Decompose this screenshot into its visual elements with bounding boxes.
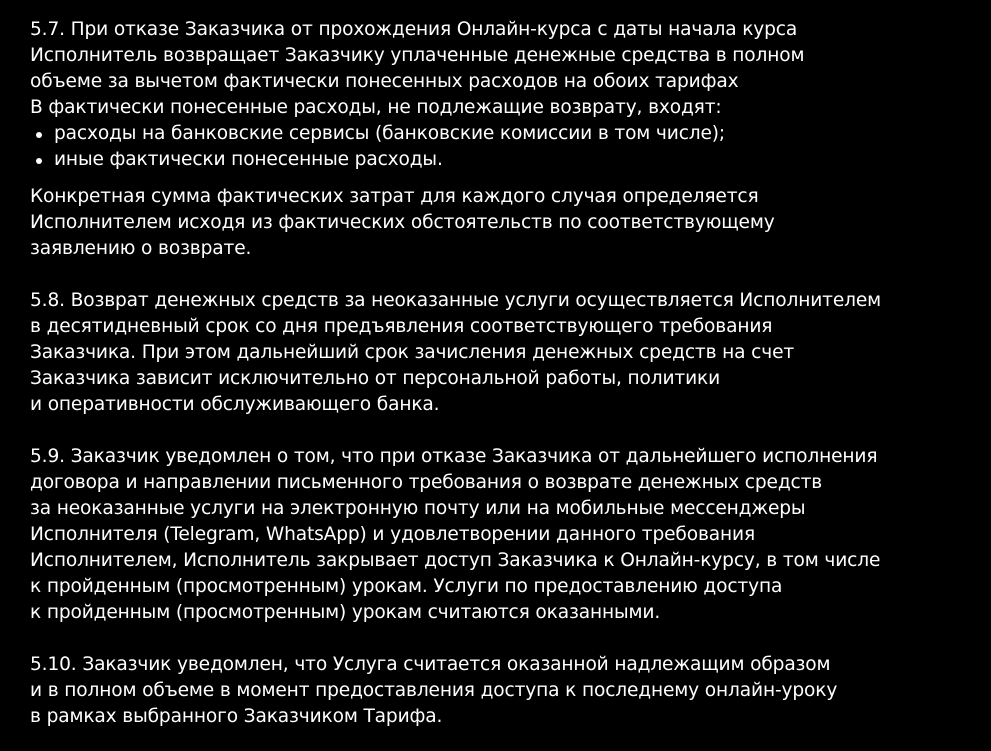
section-5-9-line: за неоказанные услуги на электронную почту или на мобильные мессенджеры xyxy=(30,498,806,519)
section-5-7-line: Исполнитель возвращает Заказчику уплаченные денежные средства в полном xyxy=(30,45,805,66)
terms-document xyxy=(30,17,985,730)
list-item xyxy=(30,147,985,173)
list-item-text: расходы на банковские сервисы (банковские комиссии в том числе); xyxy=(54,123,726,144)
section-5-9-line: Исполнителя (Telegram, WhatsApp) и удовлетворении данного требования xyxy=(30,524,755,545)
section-5-10 xyxy=(30,652,985,730)
section-5-9-line: Исполнителем, Исполнитель закрывает доступ Заказчика к Онлайн-курсу, в том числе xyxy=(30,550,881,571)
section-5-10-line: 5.10. Заказчик уведомлен, что Услуга считается оказанной надлежащим образом xyxy=(30,654,831,675)
section-5-10-line: и в полном объеме в момент предоставления доступа к последнему онлайн-уроку xyxy=(30,680,838,701)
list-item-text: иные фактически понесенные расходы. xyxy=(54,149,443,170)
section-5-9 xyxy=(30,444,985,626)
section-5-7-line: заявлению о возврате. xyxy=(30,238,252,259)
section-5-7 xyxy=(30,17,985,262)
section-5-7-line: Конкретная сумма фактических затрат для каждого случая определяется xyxy=(30,186,759,207)
section-5-8 xyxy=(30,288,985,418)
bullet-icon xyxy=(36,158,42,164)
section-5-8-line: в десятидневный срок со дня предъявления соответствующего требования xyxy=(30,316,773,337)
bullet-icon xyxy=(36,132,42,138)
section-5-8-line: и оперативности обслуживающего банка. xyxy=(30,394,440,415)
section-5-9-line: 5.9. Заказчик уведомлен о том, что при отказе Заказчика от дальнейшего исполнения xyxy=(30,446,878,467)
section-5-7-line: объеме за вычетом фактически понесенных расходов на обоих тарифах xyxy=(30,71,739,92)
section-5-7-line: В фактически понесенные расходы, не подлежащие возврату, входят: xyxy=(30,97,722,118)
section-5-9-line: к пройденным (просмотренным) урокам. Услуги по предоставлению доступа xyxy=(30,576,783,597)
section-5-9-line: к пройденным (просмотренным) урокам считаются оказанными. xyxy=(30,602,661,623)
section-5-8-line: 5.8. Возврат денежных средств за неоказанные услуги осуществляется Исполнителем xyxy=(30,290,882,311)
section-5-8-line: Заказчика зависит исключительно от персональной работы, политики xyxy=(30,368,721,389)
section-5-8-line: Заказчика. При этом дальнейший срок зачисления денежных средств на счет xyxy=(30,342,795,363)
section-5-7-line: 5.7. При отказе Заказчика от прохождения Онлайн-курса с даты начала курса xyxy=(30,19,798,40)
section-5-9-line: договора и направлении письменного требования о возврате денежных средств xyxy=(30,472,823,493)
section-5-10-line: в рамках выбранного Заказчиком Тарифа. xyxy=(30,706,443,727)
section-5-7-line: Исполнителем исходя из фактических обстоятельств по соответствующему xyxy=(30,212,775,233)
list-item xyxy=(30,121,985,147)
